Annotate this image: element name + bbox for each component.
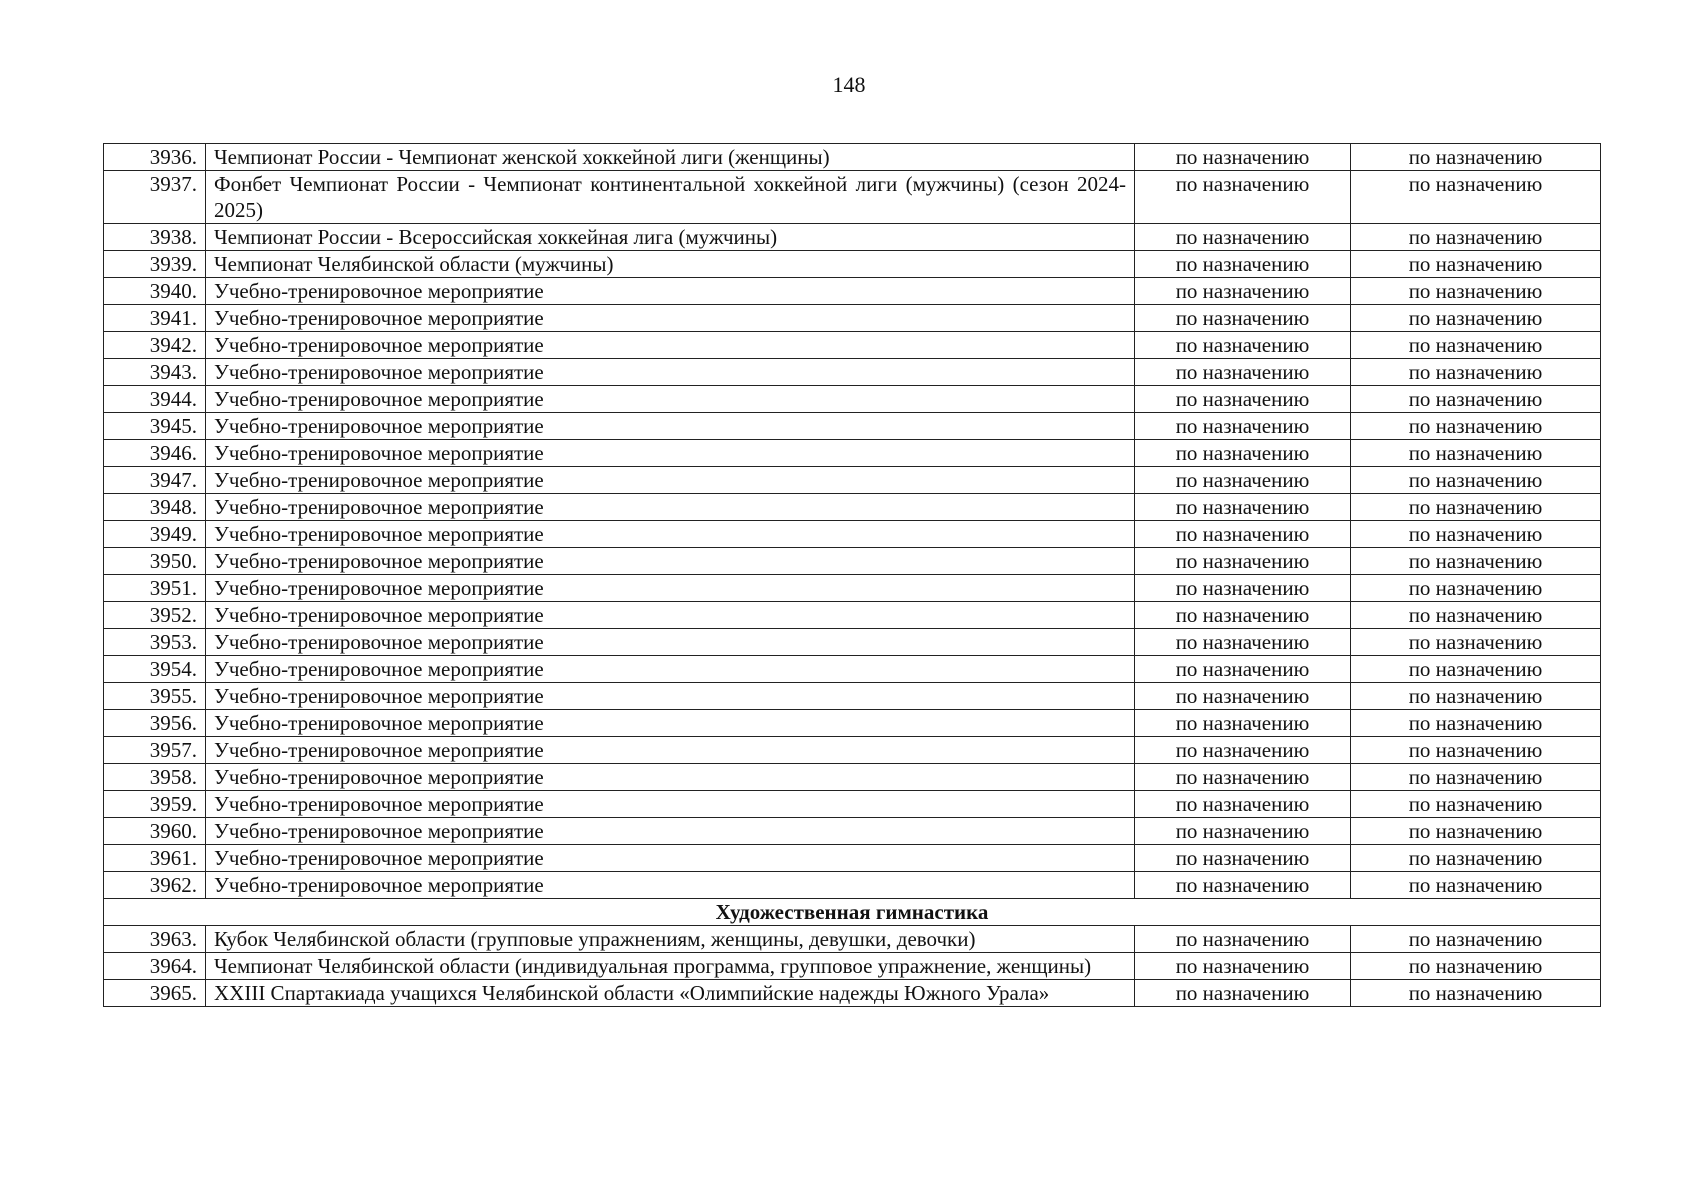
- table-row: [104, 575, 1601, 602]
- column-4-value: по назначению: [1351, 872, 1601, 899]
- table-row: [104, 548, 1601, 575]
- events-table-body: [104, 144, 1601, 1007]
- row-number: 3965.: [104, 980, 206, 1007]
- table-row: [104, 251, 1601, 278]
- column-3-value: по назначению: [1135, 737, 1351, 764]
- column-3-value: по назначению: [1135, 413, 1351, 440]
- column-3-value: по назначению: [1135, 171, 1351, 224]
- table-row: [104, 224, 1601, 251]
- column-3-value: по назначению: [1135, 278, 1351, 305]
- column-4-value: по назначению: [1351, 710, 1601, 737]
- row-number: 3945.: [104, 413, 206, 440]
- table-row: [104, 818, 1601, 845]
- table-row: [104, 278, 1601, 305]
- event-name: Учебно-тренировочное мероприятие: [206, 683, 1135, 710]
- column-3-value: по назначению: [1135, 818, 1351, 845]
- column-3-value: по назначению: [1135, 791, 1351, 818]
- event-name: Учебно-тренировочное мероприятие: [206, 413, 1135, 440]
- event-name: XXIII Спартакиада учащихся Челябинской области «Олимпийские надежды Южного Урала»: [206, 980, 1135, 1007]
- column-4-value: по назначению: [1351, 440, 1601, 467]
- row-number: 3939.: [104, 251, 206, 278]
- row-number: 3949.: [104, 521, 206, 548]
- event-name: Учебно-тренировочное мероприятие: [206, 359, 1135, 386]
- event-name: Учебно-тренировочное мероприятие: [206, 791, 1135, 818]
- column-4-value: по назначению: [1351, 791, 1601, 818]
- column-3-value: по назначению: [1135, 980, 1351, 1007]
- column-4-value: по назначению: [1351, 386, 1601, 413]
- table-row: [104, 440, 1601, 467]
- column-4-value: по назначению: [1351, 980, 1601, 1007]
- column-4-value: по назначению: [1351, 953, 1601, 980]
- table-row: [104, 413, 1601, 440]
- row-number: 3944.: [104, 386, 206, 413]
- row-number: 3938.: [104, 224, 206, 251]
- table-row: [104, 386, 1601, 413]
- column-4-value: по назначению: [1351, 144, 1601, 171]
- column-3-value: по назначению: [1135, 494, 1351, 521]
- column-3-value: по назначению: [1135, 683, 1351, 710]
- table-row: [104, 980, 1601, 1007]
- column-3-value: по назначению: [1135, 575, 1351, 602]
- column-4-value: по назначению: [1351, 575, 1601, 602]
- event-name: Учебно-тренировочное мероприятие: [206, 521, 1135, 548]
- row-number: 3961.: [104, 845, 206, 872]
- table-row: [104, 872, 1601, 899]
- table-row: [104, 710, 1601, 737]
- row-number: 3962.: [104, 872, 206, 899]
- column-4-value: по назначению: [1351, 656, 1601, 683]
- row-number: 3957.: [104, 737, 206, 764]
- row-number: 3960.: [104, 818, 206, 845]
- table-row: [104, 144, 1601, 171]
- column-3-value: по назначению: [1135, 359, 1351, 386]
- table-row: [104, 305, 1601, 332]
- row-number: 3942.: [104, 332, 206, 359]
- column-3-value: по назначению: [1135, 764, 1351, 791]
- row-number: 3952.: [104, 602, 206, 629]
- event-name: Фонбет Чемпионат России - Чемпионат континентальной хоккейной лиги (мужчины) (сезон 2024-2025): [206, 171, 1135, 224]
- table-row: [104, 683, 1601, 710]
- column-4-value: по назначению: [1351, 278, 1601, 305]
- column-4-value: по назначению: [1351, 413, 1601, 440]
- column-3-value: по назначению: [1135, 144, 1351, 171]
- table-row: [104, 656, 1601, 683]
- event-name: Учебно-тренировочное мероприятие: [206, 548, 1135, 575]
- table-row: [104, 926, 1601, 953]
- column-4-value: по назначению: [1351, 224, 1601, 251]
- event-name: Учебно-тренировочное мероприятие: [206, 737, 1135, 764]
- column-3-value: по назначению: [1135, 872, 1351, 899]
- column-4-value: по назначению: [1351, 602, 1601, 629]
- event-name: Учебно-тренировочное мероприятие: [206, 278, 1135, 305]
- column-3-value: по назначению: [1135, 467, 1351, 494]
- column-4-value: по назначению: [1351, 818, 1601, 845]
- column-4-value: по назначению: [1351, 521, 1601, 548]
- row-number: 3958.: [104, 764, 206, 791]
- column-4-value: по назначению: [1351, 359, 1601, 386]
- column-3-value: по назначению: [1135, 224, 1351, 251]
- section-header-row: [104, 899, 1601, 926]
- event-name: Учебно-тренировочное мероприятие: [206, 440, 1135, 467]
- column-4-value: по назначению: [1351, 737, 1601, 764]
- row-number: 3964.: [104, 953, 206, 980]
- event-name: Чемпионат России - Чемпионат женской хоккейной лиги (женщины): [206, 144, 1135, 171]
- column-3-value: по назначению: [1135, 926, 1351, 953]
- table-row: [104, 521, 1601, 548]
- row-number: 3947.: [104, 467, 206, 494]
- column-3-value: по назначению: [1135, 629, 1351, 656]
- events-table: [103, 143, 1601, 1007]
- row-number: 3950.: [104, 548, 206, 575]
- table-row: [104, 845, 1601, 872]
- event-name: Учебно-тренировочное мероприятие: [206, 872, 1135, 899]
- table-row: [104, 467, 1601, 494]
- column-3-value: по назначению: [1135, 845, 1351, 872]
- column-3-value: по назначению: [1135, 548, 1351, 575]
- column-4-value: по назначению: [1351, 467, 1601, 494]
- column-3-value: по назначению: [1135, 602, 1351, 629]
- table-row: [104, 764, 1601, 791]
- row-number: 3940.: [104, 278, 206, 305]
- table-row: [104, 332, 1601, 359]
- event-name: Учебно-тренировочное мероприятие: [206, 710, 1135, 737]
- event-name: Учебно-тренировочное мероприятие: [206, 764, 1135, 791]
- event-name: Учебно-тренировочное мероприятие: [206, 629, 1135, 656]
- event-name: Учебно-тренировочное мероприятие: [206, 818, 1135, 845]
- event-name: Кубок Челябинской области (групповые упражнениям, женщины, девушки, девочки): [206, 926, 1135, 953]
- column-3-value: по назначению: [1135, 386, 1351, 413]
- row-number: 3937.: [104, 171, 206, 224]
- event-name: Учебно-тренировочное мероприятие: [206, 305, 1135, 332]
- event-name: Чемпионат Челябинской области (мужчины): [206, 251, 1135, 278]
- column-4-value: по назначению: [1351, 171, 1601, 224]
- table-row: [104, 737, 1601, 764]
- table-row: [104, 602, 1601, 629]
- row-number: 3951.: [104, 575, 206, 602]
- event-name: Учебно-тренировочное мероприятие: [206, 656, 1135, 683]
- page-number: 148: [832, 72, 866, 97]
- column-3-value: по назначению: [1135, 521, 1351, 548]
- row-number: 3943.: [104, 359, 206, 386]
- column-4-value: по назначению: [1351, 845, 1601, 872]
- row-number: 3954.: [104, 656, 206, 683]
- row-number: 3955.: [104, 683, 206, 710]
- event-name: Учебно-тренировочное мероприятие: [206, 467, 1135, 494]
- row-number: 3948.: [104, 494, 206, 521]
- event-name: Учебно-тренировочное мероприятие: [206, 332, 1135, 359]
- event-name: Учебно-тренировочное мероприятие: [206, 575, 1135, 602]
- column-3-value: по назначению: [1135, 332, 1351, 359]
- table-row: [104, 494, 1601, 521]
- row-number: 3946.: [104, 440, 206, 467]
- column-4-value: по назначению: [1351, 548, 1601, 575]
- column-3-value: по назначению: [1135, 251, 1351, 278]
- event-name: Учебно-тренировочное мероприятие: [206, 386, 1135, 413]
- row-number: 3936.: [104, 144, 206, 171]
- event-name: Учебно-тренировочное мероприятие: [206, 845, 1135, 872]
- event-name: Учебно-тренировочное мероприятие: [206, 494, 1135, 521]
- table-row: [104, 359, 1601, 386]
- column-3-value: по назначению: [1135, 953, 1351, 980]
- table-row: [104, 791, 1601, 818]
- column-4-value: по назначению: [1351, 683, 1601, 710]
- row-number: 3956.: [104, 710, 206, 737]
- section-title: Художественная гимнастика: [104, 899, 1601, 926]
- column-4-value: по назначению: [1351, 305, 1601, 332]
- column-3-value: по назначению: [1135, 440, 1351, 467]
- column-4-value: по назначению: [1351, 251, 1601, 278]
- row-number: 3963.: [104, 926, 206, 953]
- row-number: 3941.: [104, 305, 206, 332]
- table-row: [104, 953, 1601, 980]
- table-row: [104, 629, 1601, 656]
- column-3-value: по назначению: [1135, 656, 1351, 683]
- event-name: Учебно-тренировочное мероприятие: [206, 602, 1135, 629]
- event-name: Чемпионат России - Всероссийская хоккейная лига (мужчины): [206, 224, 1135, 251]
- column-4-value: по назначению: [1351, 764, 1601, 791]
- column-4-value: по назначению: [1351, 926, 1601, 953]
- column-4-value: по назначению: [1351, 494, 1601, 521]
- row-number: 3953.: [104, 629, 206, 656]
- column-4-value: по назначению: [1351, 629, 1601, 656]
- event-name: Чемпионат Челябинской области (индивидуальная программа, групповое упражнение, женщины): [206, 953, 1135, 980]
- row-number: 3959.: [104, 791, 206, 818]
- table-row: [104, 171, 1601, 224]
- column-3-value: по назначению: [1135, 710, 1351, 737]
- column-4-value: по назначению: [1351, 332, 1601, 359]
- column-3-value: по назначению: [1135, 305, 1351, 332]
